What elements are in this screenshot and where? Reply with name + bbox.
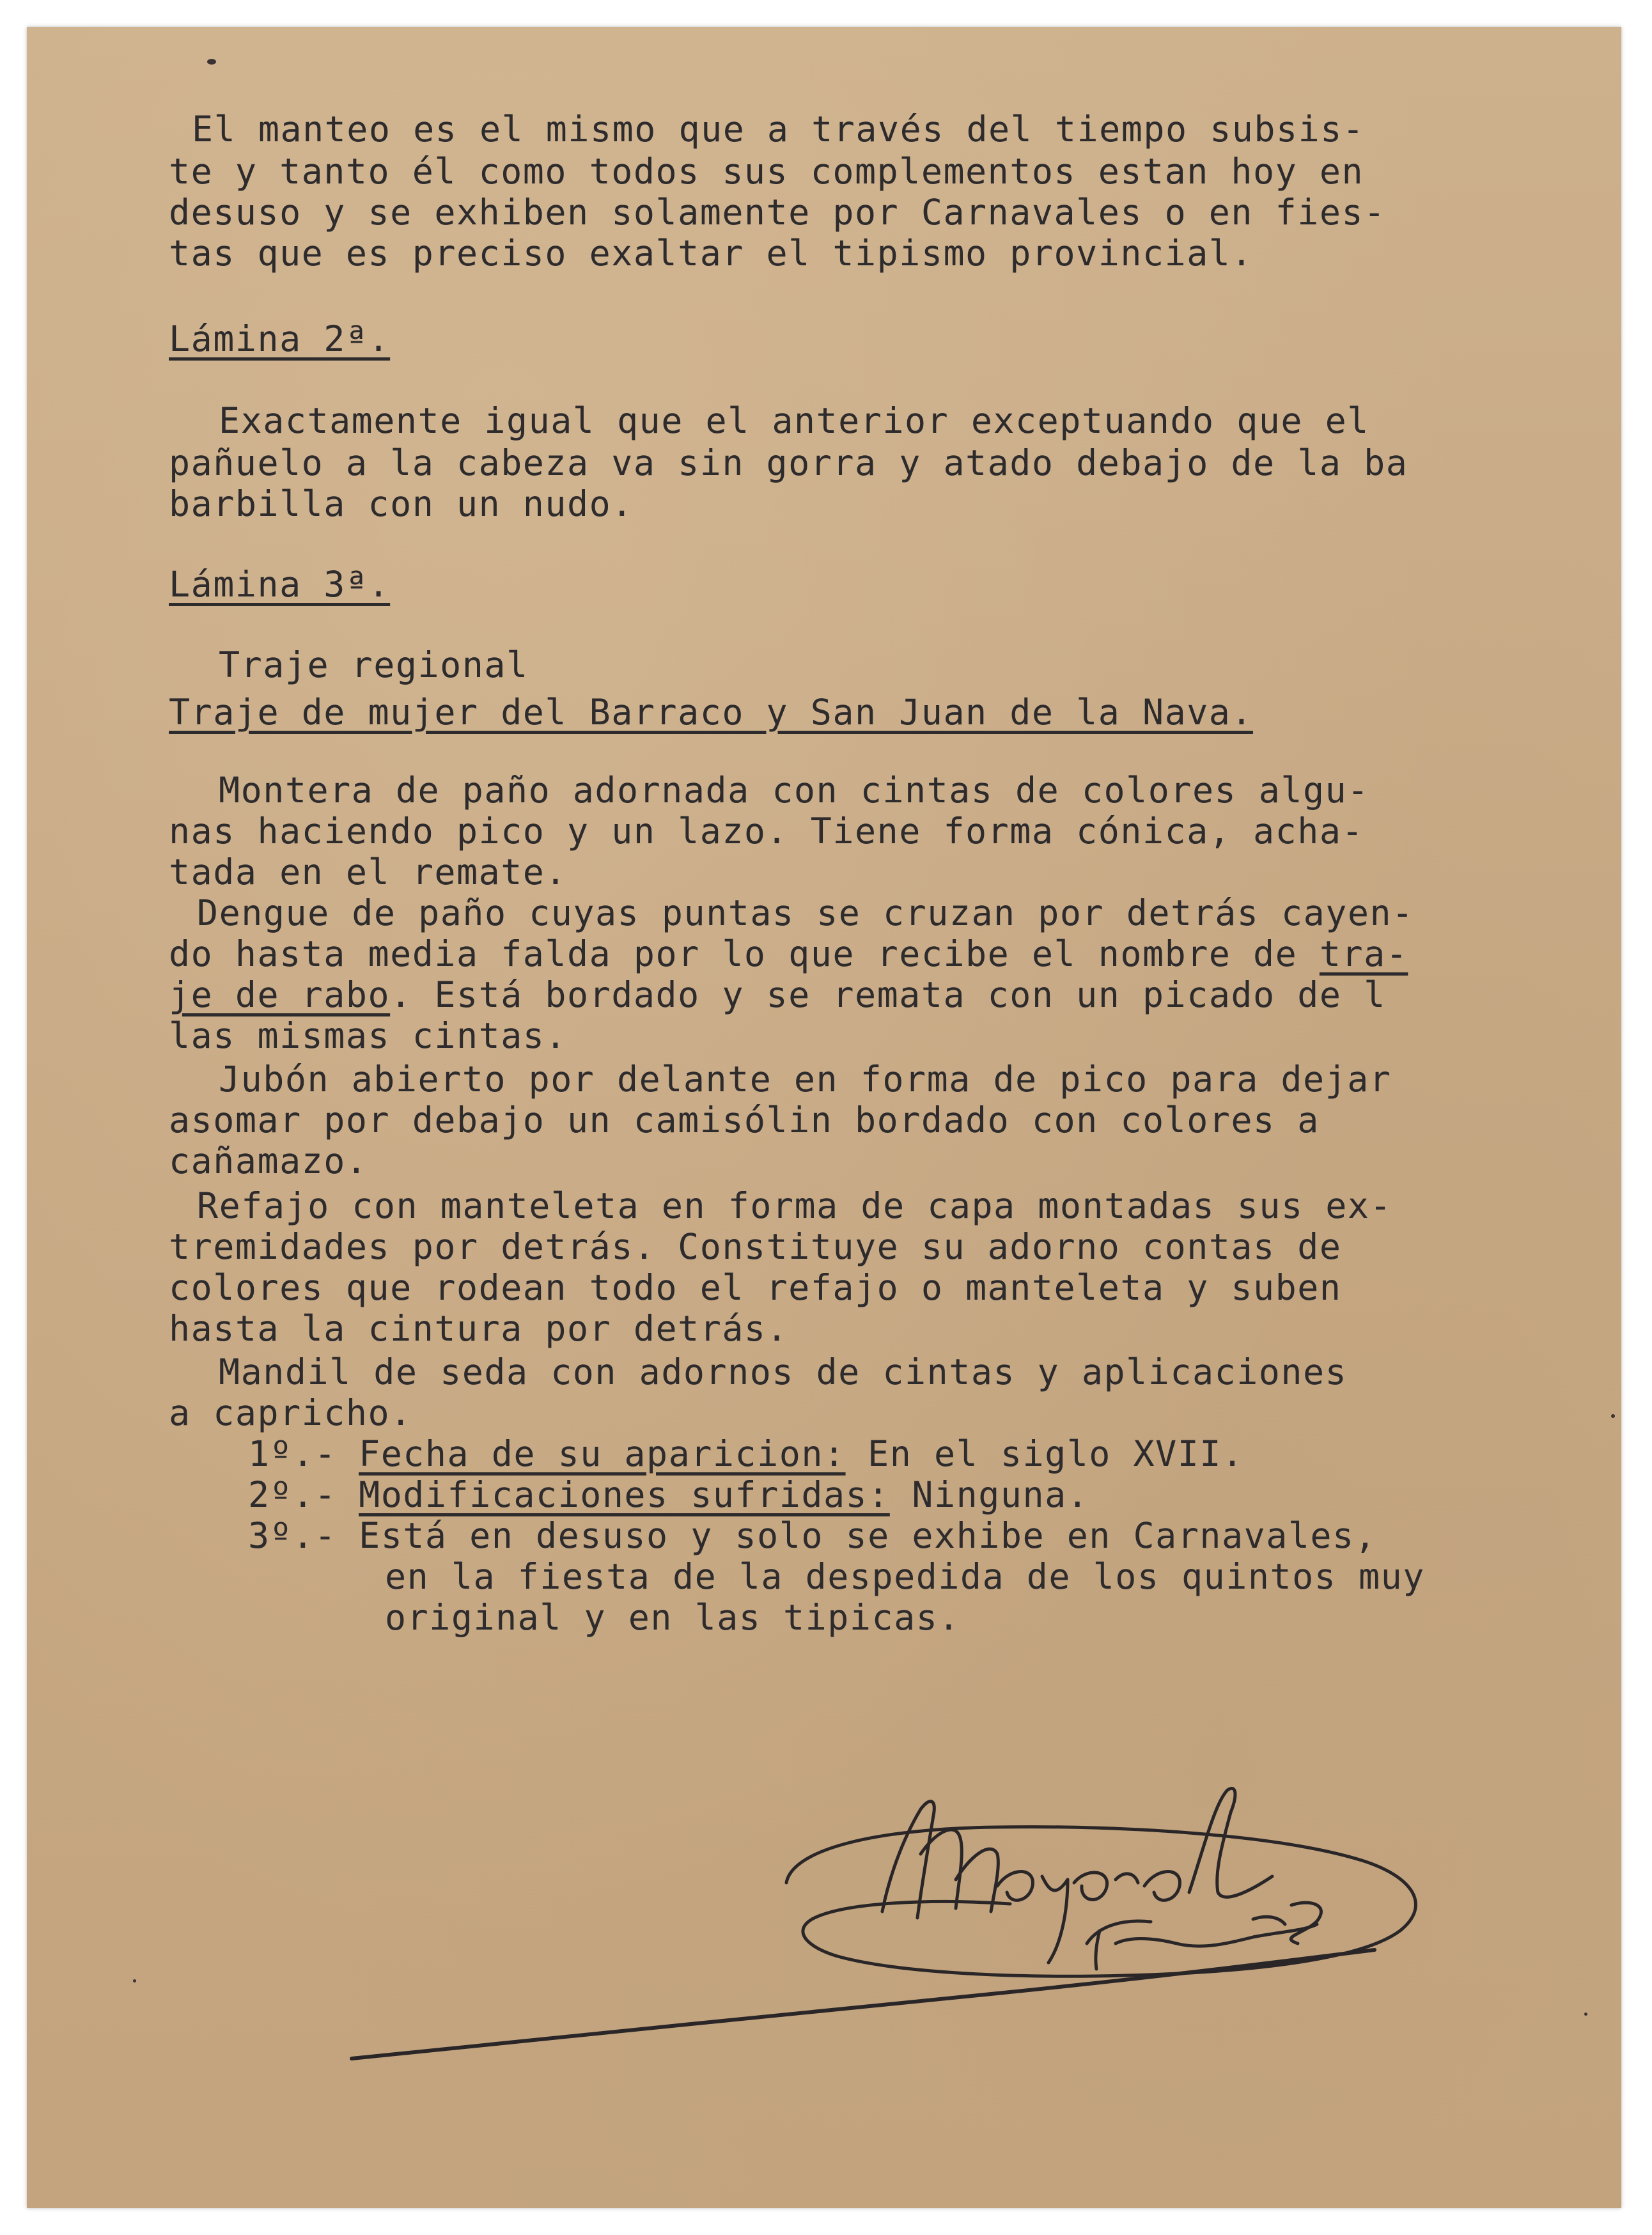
mandil-line-1: Mandil de seda con adornos de cintas y aplicaciones [219,1351,1348,1392]
traje-regional: Traje regional [219,644,529,685]
dengue-line-4: las mismas cintas. [169,1015,568,1056]
list-item-1 [248,1433,1244,1474]
montera-line-2: nas haciendo pico y un lazo. Tiene forma cónica, acha- [169,811,1364,852]
jubon-line-2: asomar por debajo un camisólin bordado con colores a [169,1100,1320,1141]
dengue-line-3-text: . Está bordado y se remata con un picado de l [390,974,1386,1015]
list-item-1-label: Fecha de su aparicion: [359,1433,846,1474]
dengue-line-3 [169,974,1386,1015]
paragraph-1-line-4: tas que es preciso exaltar el tipismo provincial. [169,233,1254,274]
list-item-3 [248,1515,1376,1556]
list-item-1-number: 1º.- [248,1433,337,1474]
dengue-line-3-underlined: je de rabo [169,974,391,1015]
refajo-line-3: colores que rodean todo el refajo o manteleta y suben [169,1267,1342,1308]
paragraph-2-line-1: Exactamente igual que el anterior exceptuando que el [219,400,1369,441]
paragraph-1-line-1: El manteo es el mismo que a través del tiempo subsis- [192,109,1365,150]
heading-lamina-3: Lámina 3ª. [169,564,391,605]
signature-underline-stroke [345,1943,1381,2084]
jubon-line-1: Jubón abierto por delante en forma de pico para dejar [219,1059,1392,1100]
heading-lamina-2: Lámina 2ª. [169,318,391,359]
dengue-line-1: Dengue de paño cuyas puntas se cruzan por detrás cayen- [197,892,1414,933]
montera-line-3: tada en el remate. [169,852,568,892]
jubon-line-3: cañamazo. [169,1141,368,1181]
list-item-3-continuation-2: original y en las tipicas. [385,1597,960,1638]
paragraph-1-line-2: te y tanto él como todos sus complementos estan hoy en [169,151,1364,192]
refajo-line-1: Refajo con manteleta en forma de capa montadas sus ex- [197,1185,1392,1226]
list-item-2-label: Modificaciones sufridas: [359,1474,890,1515]
list-item-3-text: Está en desuso y solo se exhibe en Carnavales, [359,1515,1377,1556]
ink-speck [1584,2013,1587,2016]
refajo-line-2: tremidades por detrás. Constituye su adorno contas de [169,1226,1342,1267]
paragraph-2-line-2: pañuelo a la cabeza va sin gorra y atado debajo de la ba [169,442,1408,483]
list-item-2 [248,1474,1089,1515]
dengue-line-2 [169,933,1408,974]
montera-line-1: Montera de paño adornada con cintas de colores algu- [219,770,1369,811]
dengue-line-2-underlined: tra- [1319,933,1408,974]
list-item-2-text: Ninguna. [889,1474,1089,1515]
paragraph-1-line-3: desuso y se exhiben solamente por Carnavales o en fies- [169,192,1386,233]
ink-speck [207,59,216,65]
ink-speck [133,1979,136,1982]
traje-mujer-heading: Traje de mujer del Barraco y San Juan de la Nava. [169,692,1254,733]
mandil-line-2: a capricho. [169,1392,412,1433]
refajo-line-4: hasta la cintura por detrás. [169,1308,789,1349]
ink-speck [1611,1414,1615,1418]
paragraph-2-line-3: barbilla con un nudo. [169,483,634,524]
list-item-3-number: 3º.- [248,1515,337,1556]
list-item-1-text: En el siglo XVII. [845,1433,1244,1474]
list-item-2-number: 2º.- [248,1474,337,1515]
list-item-3-continuation-1: en la fiesta de la despedida de los quintos muy [385,1556,1425,1597]
dengue-line-2-text: do hasta media falda por lo que recibe el nombre de [169,933,1320,974]
